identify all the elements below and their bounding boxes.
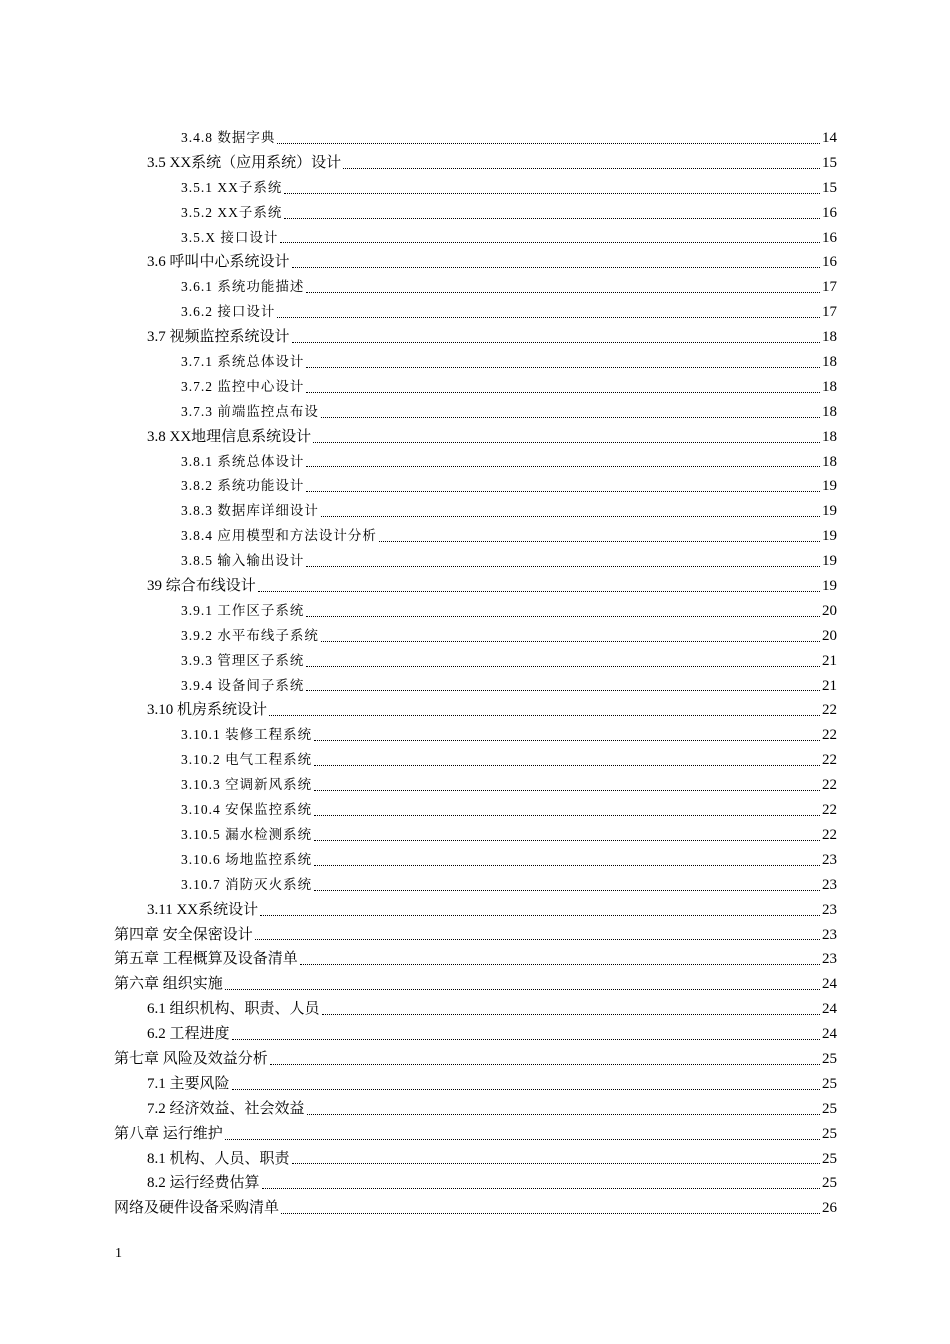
toc-entry[interactable] xyxy=(114,798,837,823)
toc-entry[interactable] xyxy=(114,823,837,848)
toc-entry[interactable] xyxy=(114,698,837,723)
toc-entry[interactable] xyxy=(114,1097,837,1122)
page-number: 1 xyxy=(115,1246,122,1261)
toc-entry-page-number: 15 xyxy=(822,179,837,196)
dot-leader xyxy=(292,1163,820,1164)
toc-entry-title: 网络及硬件设备采购清单 xyxy=(114,1200,280,1217)
table-of-contents xyxy=(114,126,837,1221)
toc-entry[interactable] xyxy=(114,1047,837,1072)
dot-leader xyxy=(232,1089,820,1090)
dot-leader xyxy=(262,1188,820,1189)
toc-entry-page-number: 16 xyxy=(822,254,837,271)
dot-leader xyxy=(306,666,820,667)
toc-entry-page-number: 25 xyxy=(822,1050,837,1067)
toc-entry-page-number: 18 xyxy=(822,428,837,445)
toc-entry-title: 3.11 XX系统设计 xyxy=(147,901,259,918)
toc-entry-page-number: 23 xyxy=(822,951,837,968)
dot-leader xyxy=(225,1139,820,1140)
toc-entry[interactable] xyxy=(114,1072,837,1097)
dot-leader xyxy=(314,765,820,766)
dot-leader xyxy=(292,342,820,343)
toc-entry-page-number: 23 xyxy=(822,901,837,918)
toc-entry-page-number: 23 xyxy=(822,876,837,893)
toc-entry[interactable] xyxy=(114,474,837,499)
dot-leader xyxy=(292,267,820,268)
dot-leader xyxy=(225,989,820,990)
toc-entry-page-number: 18 xyxy=(822,453,837,470)
toc-entry-title: 3.10.4 安保监控系统 xyxy=(181,802,313,818)
dot-leader xyxy=(269,715,820,716)
toc-entry-title: 3.9.1 工作区子系统 xyxy=(181,602,305,618)
dot-leader xyxy=(314,740,820,741)
toc-entry-title: 3.10.3 空调新风系统 xyxy=(181,777,313,793)
toc-entry-page-number: 20 xyxy=(822,602,837,619)
toc-entry-page-number: 23 xyxy=(822,926,837,943)
toc-entry[interactable] xyxy=(114,1196,837,1221)
toc-entry-title: 6.2 工程进度 xyxy=(147,1026,230,1043)
toc-entry-title: 3.9.3 管理区子系统 xyxy=(181,652,305,668)
toc-entry[interactable] xyxy=(114,873,837,898)
dot-leader xyxy=(277,317,820,318)
toc-entry-title: 3.10.7 消防灭火系统 xyxy=(181,876,313,892)
toc-entry[interactable] xyxy=(114,997,837,1022)
toc-entry-page-number: 25 xyxy=(822,1150,837,1167)
toc-entry-page-number: 15 xyxy=(822,154,837,171)
toc-entry-page-number: 19 xyxy=(822,503,837,520)
toc-entry[interactable] xyxy=(114,599,837,624)
toc-entry-page-number: 22 xyxy=(822,752,837,769)
toc-entry[interactable] xyxy=(114,848,837,873)
toc-entry[interactable] xyxy=(114,126,837,151)
dot-leader xyxy=(280,242,820,243)
toc-entry-title: 7.2 经济效益、社会效益 xyxy=(147,1100,305,1117)
toc-entry[interactable] xyxy=(114,574,837,599)
toc-entry-title: 3.10.1 装修工程系统 xyxy=(181,727,313,743)
toc-entry-page-number: 23 xyxy=(822,851,837,868)
toc-entry-title: 3.10.6 场地监控系统 xyxy=(181,851,313,867)
toc-entry-title: 3.10.2 电气工程系统 xyxy=(181,752,313,768)
toc-entry-title: 3.8.4 应用模型和方法设计分析 xyxy=(181,528,377,544)
toc-entry-page-number: 22 xyxy=(822,727,837,744)
toc-entry-title: 3.9.4 设备间子系统 xyxy=(181,677,305,693)
toc-entry-title: 第八章 运行维护 xyxy=(114,1125,223,1142)
toc-entry-title: 3.5.X 接口设计 xyxy=(181,229,279,245)
toc-entry-page-number: 21 xyxy=(822,677,837,694)
toc-entry-title: 3.10 机房系统设计 xyxy=(147,702,268,719)
toc-entry-page-number: 24 xyxy=(822,976,837,993)
toc-entry-title: 3.10.5 漏水检测系统 xyxy=(181,826,313,842)
toc-entry[interactable] xyxy=(114,649,837,674)
toc-entry-page-number: 19 xyxy=(822,478,837,495)
dot-leader xyxy=(306,566,820,567)
dot-leader xyxy=(270,1064,820,1065)
toc-entry-title: 3.8.5 输入输出设计 xyxy=(181,553,305,569)
toc-entry-page-number: 17 xyxy=(822,304,837,321)
dot-leader xyxy=(232,1039,820,1040)
toc-entry-title: 3.5.1 XX子系统 xyxy=(181,179,283,195)
toc-entry-page-number: 19 xyxy=(822,528,837,545)
toc-entry-title: 3.7.3 前端监控点布设 xyxy=(181,403,319,419)
toc-entry-page-number: 22 xyxy=(822,777,837,794)
dot-leader xyxy=(260,915,820,916)
toc-entry-page-number: 21 xyxy=(822,652,837,669)
toc-entry[interactable] xyxy=(114,201,837,226)
toc-entry-title: 第六章 组织实施 xyxy=(114,976,223,993)
toc-entry-title: 3.7 视频监控系统设计 xyxy=(147,329,290,346)
dot-leader xyxy=(313,442,820,443)
toc-entry[interactable] xyxy=(114,549,837,574)
dot-leader xyxy=(321,516,820,517)
toc-entry[interactable] xyxy=(114,723,837,748)
toc-entry-page-number: 16 xyxy=(822,229,837,246)
toc-entry-title: 3.6.1 系统功能描述 xyxy=(181,279,305,295)
dot-leader xyxy=(314,815,820,816)
toc-entry-page-number: 14 xyxy=(822,130,837,146)
toc-entry[interactable] xyxy=(114,375,837,400)
toc-entry[interactable] xyxy=(114,250,837,275)
toc-entry-page-number: 24 xyxy=(822,1001,837,1018)
toc-entry-page-number: 18 xyxy=(822,378,837,395)
dot-leader xyxy=(314,840,820,841)
toc-entry-title: 3.5 XX系统（应用系统）设计 xyxy=(147,154,342,171)
toc-entry[interactable] xyxy=(114,1171,837,1196)
toc-entry-title: 8.2 运行经费估算 xyxy=(147,1175,260,1192)
toc-entry[interactable] xyxy=(114,499,837,524)
dot-leader xyxy=(314,865,820,866)
toc-entry[interactable] xyxy=(114,350,837,375)
toc-entry-page-number: 26 xyxy=(822,1200,837,1217)
dot-leader xyxy=(306,367,820,368)
toc-entry-page-number: 24 xyxy=(822,1026,837,1043)
toc-entry[interactable] xyxy=(114,176,837,201)
toc-entry-title: 3.4.8 数据字典 xyxy=(181,130,276,145)
dot-leader xyxy=(284,218,820,219)
toc-entry-title: 3.7.2 监控中心设计 xyxy=(181,378,305,394)
toc-entry-page-number: 25 xyxy=(822,1100,837,1117)
toc-entry[interactable] xyxy=(114,624,837,649)
toc-entry[interactable] xyxy=(114,1122,837,1147)
toc-entry-page-number: 25 xyxy=(822,1175,837,1192)
toc-entry-page-number: 19 xyxy=(822,553,837,570)
toc-entry[interactable] xyxy=(114,898,837,923)
dot-leader xyxy=(322,1014,820,1015)
toc-entry-title: 8.1 机构、人员、职责 xyxy=(147,1150,290,1167)
toc-entry-page-number: 22 xyxy=(822,702,837,719)
toc-entry[interactable] xyxy=(114,947,837,972)
toc-entry-title: 3.6 呼叫中心系统设计 xyxy=(147,254,290,271)
toc-entry-title: 7.1 主要风险 xyxy=(147,1075,230,1092)
toc-entry-title: 3.7.1 系统总体设计 xyxy=(181,354,305,370)
toc-entry[interactable] xyxy=(114,773,837,798)
dot-leader xyxy=(343,168,820,169)
toc-entry[interactable] xyxy=(114,450,837,475)
toc-entry-title: 第五章 工程概算及设备清单 xyxy=(114,951,298,968)
toc-entry-page-number: 20 xyxy=(822,627,837,644)
toc-entry-page-number: 18 xyxy=(822,354,837,371)
dot-leader xyxy=(306,292,820,293)
toc-entry[interactable] xyxy=(114,748,837,773)
toc-entry-title: 39 综合布线设计 xyxy=(147,578,256,595)
toc-entry-title: 3.6.2 接口设计 xyxy=(181,304,276,320)
toc-entry[interactable] xyxy=(114,226,837,251)
toc-entry-page-number: 25 xyxy=(822,1075,837,1092)
toc-entry-page-number: 19 xyxy=(822,578,837,595)
dot-leader xyxy=(306,690,820,691)
dot-leader xyxy=(314,790,820,791)
toc-entry[interactable] xyxy=(114,400,837,425)
dot-leader xyxy=(277,143,820,144)
toc-entry[interactable] xyxy=(114,972,837,997)
toc-entry-page-number: 22 xyxy=(822,826,837,843)
dot-leader xyxy=(379,541,820,542)
toc-entry-title: 3.8 XX地理信息系统设计 xyxy=(147,428,312,445)
dot-leader xyxy=(306,392,820,393)
toc-entry[interactable] xyxy=(114,674,837,699)
dot-leader xyxy=(306,616,820,617)
toc-entry-page-number: 18 xyxy=(822,403,837,420)
toc-entry-title: 3.8.2 系统功能设计 xyxy=(181,478,305,494)
dot-leader xyxy=(307,1114,820,1115)
toc-entry[interactable] xyxy=(114,923,837,948)
dot-leader xyxy=(321,417,820,418)
toc-entry[interactable] xyxy=(114,300,837,325)
dot-leader xyxy=(300,964,820,965)
toc-entry-title: 第四章 安全保密设计 xyxy=(114,926,253,943)
toc-entry[interactable] xyxy=(114,275,837,300)
toc-entry-title: 6.1 组织机构、职责、人员 xyxy=(147,1001,320,1018)
toc-entry-page-number: 25 xyxy=(822,1125,837,1142)
toc-entry-page-number: 18 xyxy=(822,329,837,346)
toc-entry-page-number: 17 xyxy=(822,279,837,296)
dot-leader xyxy=(321,641,820,642)
dot-leader xyxy=(306,491,820,492)
toc-entry-title: 3.9.2 水平布线子系统 xyxy=(181,627,319,643)
toc-entry-title: 3.8.1 系统总体设计 xyxy=(181,453,305,469)
dot-leader xyxy=(255,939,820,940)
toc-entry[interactable] xyxy=(114,1147,837,1172)
toc-entry[interactable] xyxy=(114,524,837,549)
toc-entry-title: 3.8.3 数据库详细设计 xyxy=(181,503,319,519)
toc-entry[interactable] xyxy=(114,1022,837,1047)
toc-entry[interactable] xyxy=(114,151,837,176)
toc-entry-title: 第七章 风险及效益分析 xyxy=(114,1050,268,1067)
dot-leader xyxy=(281,1213,820,1214)
dot-leader xyxy=(258,591,820,592)
toc-entry-page-number: 16 xyxy=(822,204,837,221)
dot-leader xyxy=(284,193,820,194)
toc-entry[interactable] xyxy=(114,325,837,350)
toc-entry-title: 3.5.2 XX子系统 xyxy=(181,204,283,220)
dot-leader xyxy=(306,466,820,467)
dot-leader xyxy=(314,890,820,891)
toc-entry-page-number: 22 xyxy=(822,802,837,819)
toc-entry[interactable] xyxy=(114,425,837,450)
